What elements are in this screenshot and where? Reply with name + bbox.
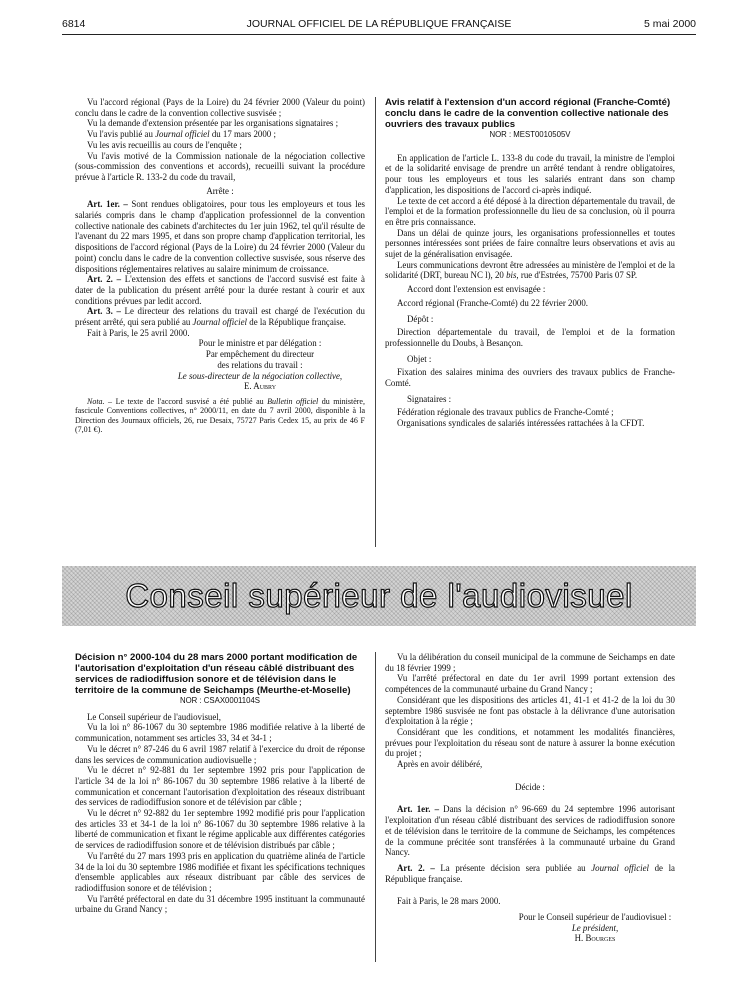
fait-date: Fait à Paris, le 25 avril 2000. (87, 327, 190, 338)
paragraph: Le texte de cet accord a été déposé à la direction départementale du travail, de l'emploi et de la formation professionnelle du lieu de sa conclusion, où il pourra en être pris connaissance. (385, 195, 675, 227)
right-top-column (385, 97, 675, 429)
paragraph: Dans un délai de quinze jours, les organisations professionnelles et toutes personnes intéressées sont priées de faire connaître leurs observations et avis au sujet de la généralisation envisagée. (385, 227, 675, 260)
column-divider (375, 97, 376, 547)
paragraph: Vu la loi n° 86-1067 du 30 septembre 1986 modifiée relative à la liberté de communication, notamment ses articles 33, 34 et 34-1 ; (75, 722, 365, 744)
article-2: Art. 2. – La présente décision sera publiée au Journal officiel de la République française. (385, 862, 675, 884)
paragraph: Après en avoir délibéré, (397, 759, 483, 770)
issue-date: 5 mai 2000 (644, 18, 696, 30)
paragraph: Leurs communications devront être adressées au ministère de l'emploi et de la solidarité (DRT, bureau NC l), 20 bis, rue d'Estrées, 75700 Paris 07 SP. (385, 259, 675, 281)
depot-label: Dépôt : (407, 313, 434, 324)
paragraph: Le Conseil supérieur de l'audiovisuel, (87, 711, 221, 722)
paragraph: Considérant que les dispositions des articles 41, 41-1 et 41-2 de la loi du 30 septembre 1986 susvisée ne font pas obstacle à la délivrance d'une autorisation d'exploitation à la régie ; (385, 694, 675, 727)
objet-label: Objet : (407, 353, 432, 364)
paragraph: Vu le décret n° 87-246 du 6 avril 1987 relatif à l'exercice du droit de réponse dans les services de communication audiovisuelle ; (75, 743, 365, 765)
article-1: Art. 1er. – Dans la décision n° 96-669 du 24 septembre 1996 autorisant l'exploitation d'un réseau câblé distribuant des services de radiodiffusion sonore et de télévision dans le territoire de la commune de Seichamps, les compétences de la commune précitée sont transférées à la communauté urbaine du Grand Nancy. (385, 804, 675, 858)
decision-title: Décision n° 2000-104 du 28 mars 2000 portant modification de l'autorisation d'exploitation d'un réseau câblé distribuant des services de radiodiffusion sonore et de télévision dans le territoire de la commune de Seichamps (Meurthe-et-Moselle) (75, 652, 358, 696)
signataires-label: Signataires : (407, 393, 452, 404)
paragraph: Vu le décret n° 92-882 du 1er septembre 1992 modifié pris pour l'application des articles 33 et 34-1 de la loi n° 86-1067 du 30 septembre 1986 relative à la liberté de communication et fixant le régime applicable aux différentes catégories de services de radiodiffusion sonore et de télévision distribués par câble ; (75, 808, 365, 851)
paragraph: Vu l'arrêté préfectoral en date du 31 décembre 1995 instituant la communauté urbaine du Grand Nancy ; (75, 893, 365, 915)
paragraph: Vu l'arrêté du 27 mars 1993 pris en application du quatrième alinéa de l'article 34 de la loi du 30 septembre 1986 modifiée et fixant les spécifications techniques d'ensemble applicables aux réseaux distribuant par câble des services de radiodiffusion sonore et de télévision ; (75, 850, 365, 893)
page-number: 6814 (62, 18, 86, 30)
nor-reference: NOR : MESТ0010505V (489, 130, 571, 139)
depot-text: Direction départementale du travail, de l'emploi et de la formation professionnelle du Doubs, à Besançon. (385, 327, 675, 348)
signature-block: Pour le Conseil supérieur de l'audiovisuel : Le président, H. Bourges (518, 912, 672, 944)
left-bottom-column (75, 652, 365, 915)
arrete-heading: Arrête : (206, 185, 234, 196)
left-top-column (75, 97, 365, 435)
nota: Nota. – Le texte de l'accord susvisé a été publié au Bulletin officiel du ministère, fascicule Conventions collectives, n° 2000/11, en date du 7 avril 2000, disponible à la Direction des Journaux officiels, 26, rue Desaix, 75727 Paris Cedex 15, au prix de 46 F (7,01 €). (75, 396, 365, 435)
signataire-item: Fédération régionale des travaux publics de Franche-Comté ; (397, 407, 614, 418)
paragraph: En application de l'article L. 133-8 du code du travail, la ministre de l'emploi et de la solidarité envisage de prendre un arrêté tendant à rendre obligatoires, pour tous les employeurs et tous les salariés entrant dans son champ d'application, les dispositions de l'accord ci-après indiqué. (385, 152, 675, 195)
accord-label: Accord dont l'extension est envisagée : (407, 284, 546, 295)
accord-text: Accord régional (Franche-Comté) du 22 février 2000. (397, 297, 588, 308)
signature-block: Pour le ministre et par délégation : Par empêchement du directeur des relations du travail : Le sous-directeur de la négociation collective, E. Aubry (177, 338, 343, 392)
nor-reference: NOR : CSAX0001104S (179, 696, 261, 705)
paragraph: Considérant que les conditions, et notamment les modalités financières, prévues pour l'exploitation du réseau sont de nature à assurer la bonne exécution du projet ; (385, 726, 675, 759)
fait-date: Fait à Paris, le 28 mars 2000. (397, 896, 501, 907)
paragraph: Vu la demande d'extension présentée par les organisations signataires ; (87, 118, 339, 129)
page-header (62, 18, 696, 32)
journal-title: JOURNAL OFFICIEL DE LA RÉPUBLIQUE FRANÇAISE (246, 18, 512, 30)
header-rule (62, 34, 696, 35)
signataire-item: Organisations syndicales de salariés intéressées rattachées à la CFDT. (397, 418, 645, 429)
objet-text: Fixation des salaires minima des ouvriers des travaux publics de Franche-Comté. (385, 367, 675, 389)
section-banner (62, 566, 696, 626)
article-1: Art. 1er. – Sont rendues obligatoires, pour tous les employeurs et tous les salariés compris dans le champ d'application professionnel de la convention collective nationale des cabinets d'architectes du 1er juin 1962, tel qu'il résulte de l'avenant du 22 mars 1995, et dans son propre champ d'application territorial, les dispositions de l'accord régional (Pays de la Loire) du 24 février 2000 (Valeur du point) conclu dans le cadre de la convention collective susvisée, sous réserve des dispositions réglementaires relatives au salaire minimum de croissance. (75, 199, 365, 274)
notice-title: Avis relatif à l'extension d'un accord régional (Franche-Comté) conclu dans le cadre de la convention collective nationale des ouvriers des travaux publics (385, 97, 671, 130)
column-divider (375, 652, 376, 962)
paragraph: Vu l'accord régional (Pays de la Loire) du 24 février 2000 (Valeur du point) conclu dans le cadre de la convention collective susvisée ; (75, 97, 365, 118)
decide-heading: Décide : (515, 781, 545, 792)
paragraph: Vu les avis recueillis au cours de l'enquête ; (87, 139, 242, 150)
paragraph: Vu le décret n° 92-881 du 1er septembre 1992 pris pour l'application de l'article 34 de la loi n° 86-1067 du 30 septembre 1986 relative à la liberté de communication et concernant l'autorisation d'exploitation des réseaux distribuant des services de radiodiffusion sonore et de télévision par câble ; (75, 765, 365, 808)
article-3: Art. 3. – Le directeur des relations du travail est chargé de l'exécution du présent arrêté, qui sera publié au Journal officiel de la République française. (75, 306, 365, 328)
article-2: Art. 2. – L'extension des effets et sanctions de l'accord susvisé est faite à dater de la publication du présent arrêté pour la durée restant à courir et aux conditions prévues par ledit accord. (75, 274, 365, 306)
paragraph: Vu l'arrêté préfectoral en date du 1er avril 1999 portant extension des compétences de la communauté urbaine du Grand Nancy ; (385, 673, 675, 695)
paragraph: Vu l'avis motivé de la Commission nationale de la négociation collective (sous-commission des conventions et accords), recueilli suivant la procédure prévue à l'article R. 133-2 du code du travail, (75, 150, 365, 182)
paragraph: Vu l'avis publié au Journal officiel du 17 mars 2000 ; (87, 129, 276, 140)
banner-title: Conseil supérieur de l'audiovisuel (125, 577, 633, 614)
right-bottom-column (385, 652, 675, 944)
paragraph: Vu la délibération du conseil municipal de la commune de Seichamps en date du 18 février 1999 ; (385, 652, 675, 673)
